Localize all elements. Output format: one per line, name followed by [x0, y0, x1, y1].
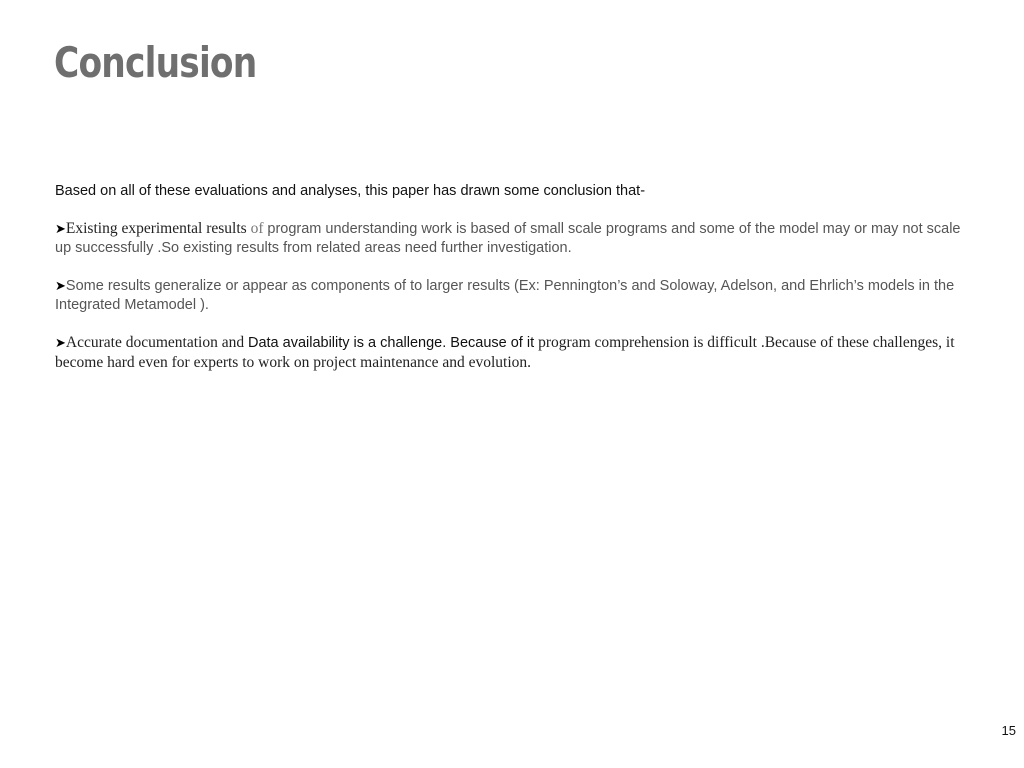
conclusion-point-3	[55, 333, 975, 373]
intro-text: Based on all of these evaluations and analyses, this paper has drawn some conclusion that-	[55, 183, 646, 199]
slide-title: Conclusion	[54, 38, 257, 87]
conclusion-point-2	[55, 276, 975, 315]
slide-body	[55, 182, 975, 373]
bullet-arrow-icon: ➤	[55, 278, 66, 293]
point-1-body: program understanding work is based of small scale programs and some of the model may or may not scale up successfully .So existing results from related areas need further investigation.	[55, 221, 961, 256]
point-2-body: Some results generalize or appear as components of to larger results (Ex: Pennington’s and Soloway, Adelson, and Ehrlich’s models in the Integrated Metamodel ).	[55, 278, 955, 313]
point-3-lead: Accurate documentation and	[65, 334, 248, 351]
bullet-arrow-icon: ➤	[55, 221, 66, 236]
bullet-arrow-icon: ➤	[55, 335, 66, 350]
page-number: 15	[1001, 723, 1016, 738]
point-1-lead: Existing experimental results	[65, 220, 247, 237]
point-3-body: program comprehension is difficult .Because of these challenges, it become hard even for experts to work on project maintenance and evolution.	[55, 334, 955, 371]
point-1-connector: of	[246, 220, 268, 237]
conclusion-point-1	[55, 219, 975, 258]
point-3-middle: Data availability is a challenge. Because of it	[247, 335, 539, 351]
